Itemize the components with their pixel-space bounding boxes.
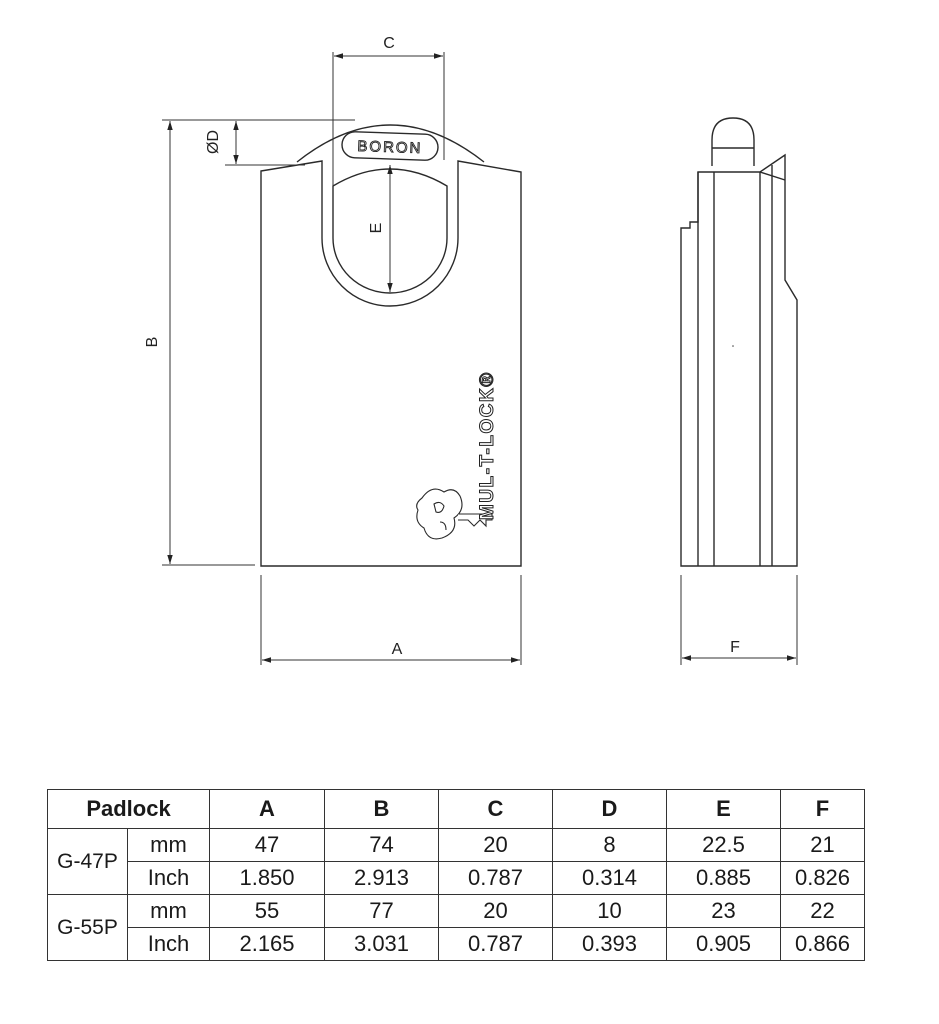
header-cell-c: C [439, 790, 553, 829]
value-cell: 0.866 [781, 928, 865, 961]
value-cell: 10 [553, 895, 667, 928]
value-cell: 1.850 [210, 862, 325, 895]
model-cell: G-47P [48, 829, 128, 895]
value-cell: 0.314 [553, 862, 667, 895]
header-cell-e: E [667, 790, 781, 829]
value-cell: 0.393 [553, 928, 667, 961]
dim-label-c: C [383, 35, 395, 52]
unit-cell: mm [128, 895, 210, 928]
value-cell: 23 [667, 895, 781, 928]
header-cell-padlock: Padlock [48, 790, 210, 829]
value-cell: 0.905 [667, 928, 781, 961]
value-cell: 20 [439, 829, 553, 862]
table-row [48, 928, 865, 961]
value-cell: 22.5 [667, 829, 781, 862]
value-cell: 0.826 [781, 862, 865, 895]
value-cell: 22 [781, 895, 865, 928]
unit-cell: Inch [128, 862, 210, 895]
value-cell: 21 [781, 829, 865, 862]
value-cell: 0.885 [667, 862, 781, 895]
model-cell: G-55P [48, 895, 128, 961]
value-cell: 2.913 [325, 862, 439, 895]
table-row [48, 895, 865, 928]
dim-label-f: F [730, 639, 740, 656]
value-cell: 47 [210, 829, 325, 862]
shackle-text: BORON [357, 137, 423, 158]
value-cell: 8 [553, 829, 667, 862]
unit-cell: Inch [128, 928, 210, 961]
dim-label-b: B [144, 336, 161, 348]
value-cell: 0.787 [439, 862, 553, 895]
value-cell: 77 [325, 895, 439, 928]
brand-text: MUL-T-LOCK® [477, 371, 498, 520]
value-cell: 20 [439, 895, 553, 928]
value-cell: 3.031 [325, 928, 439, 961]
header-cell-f: F [781, 790, 865, 829]
value-cell: 55 [210, 895, 325, 928]
header-cell-a: A [210, 790, 325, 829]
table-header-row [48, 790, 865, 829]
dim-label-a: A [391, 641, 403, 658]
value-cell: 74 [325, 829, 439, 862]
table-row [48, 862, 865, 895]
header-cell-b: B [325, 790, 439, 829]
dimension-table [47, 789, 865, 961]
side-shackle [712, 118, 754, 166]
value-cell: 2.165 [210, 928, 325, 961]
unit-cell: mm [128, 829, 210, 862]
dim-label-d: ØD [205, 130, 222, 154]
table-row [48, 829, 865, 862]
header-cell-d: D [553, 790, 667, 829]
dim-label-e: E [368, 222, 385, 234]
side-view [681, 118, 797, 566]
value-cell: 0.787 [439, 928, 553, 961]
